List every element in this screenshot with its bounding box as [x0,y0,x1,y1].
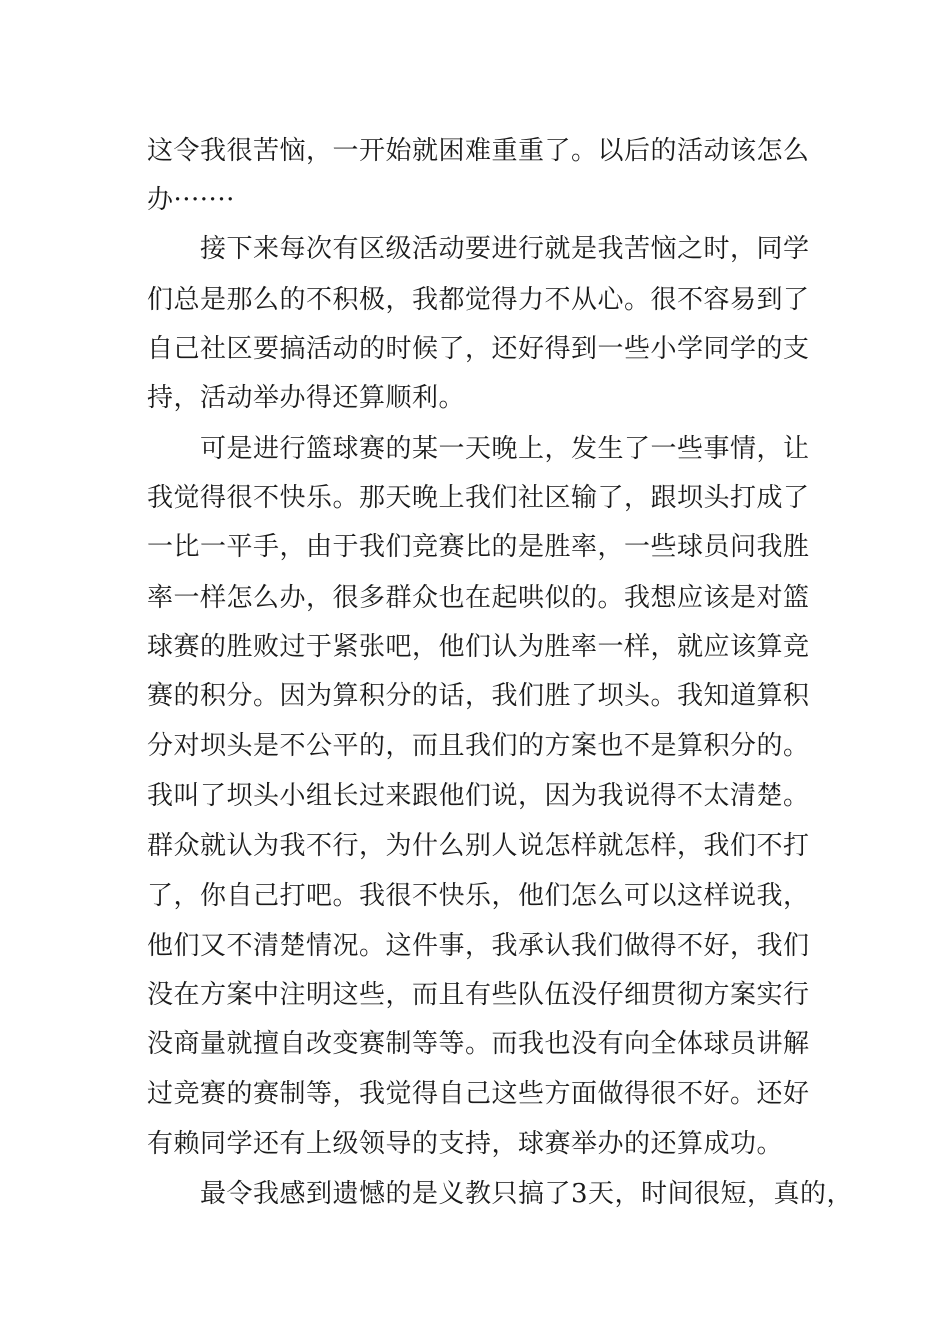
text-line: 分对坝头是不公平的，而且我们的方案也不是算积分的。 [147,731,810,761]
text-line: 我叫了坝头小组长过来跟他们说，因为我说得不太清楚。 [147,781,810,811]
paragraph-first-line: 接下来每次有区级活动要进行就是我苦恼之时，同学 [200,234,810,264]
text-line: 没商量就擅自改变赛制等等。而我也没有向全体球员讲解 [147,1029,810,1059]
text-line: 没在方案中注明这些，而且有些队伍没仔细贯彻方案实行 [147,980,810,1010]
text-line: 有赖同学还有上级领导的支持，球赛举办的还算成功。 [147,1129,784,1159]
text-line: 赛的积分。因为算积分的话，我们胜了坝头。我知道算积 [147,681,810,711]
paragraph-first-line: 可是进行篮球赛的某一天晚上，发生了一些事情，让 [200,434,810,464]
text-line: 群众就认为我不行，为什么别人说怎样就怎样，我们不打 [147,831,810,861]
paragraph-first-line: 最令我感到遗憾的是义教只搞了3天，时间很短，真的， [200,1179,854,1209]
text-line: 率一样怎么办，很多群众也在起哄似的。我想应该是对篮 [147,583,810,613]
text-line: 持，活动举办得还算顺利。 [147,383,466,413]
text-line: 办······· [147,185,235,215]
text-line: 们总是那么的不积极，我都觉得力不从心。很不容易到了 [147,285,810,315]
text-line: 自己社区要搞活动的时候了，还好得到一些小学同学的支 [147,334,810,364]
text-line: 这令我很苦恼，一开始就困难重重了。以后的活动该怎么 [147,136,810,166]
text-line: 球赛的胜败过于紧张吧，他们认为胜率一样，就应该算竞 [147,632,810,662]
text-line: 他们又不清楚情况。这件事，我承认我们做得不好，我们 [147,931,810,961]
text-line: 我觉得很不快乐。那天晚上我们社区输了，跟坝头打成了 [147,483,810,513]
text-line: 一比一平手，由于我们竞赛比的是胜率，一些球员问我胜 [147,532,810,562]
text-line: 了，你自己打吧。我很不快乐，他们怎么可以这样说我， [147,881,810,911]
text-line: 过竞赛的赛制等，我觉得自己这些方面做得很不好。还好 [147,1079,810,1109]
